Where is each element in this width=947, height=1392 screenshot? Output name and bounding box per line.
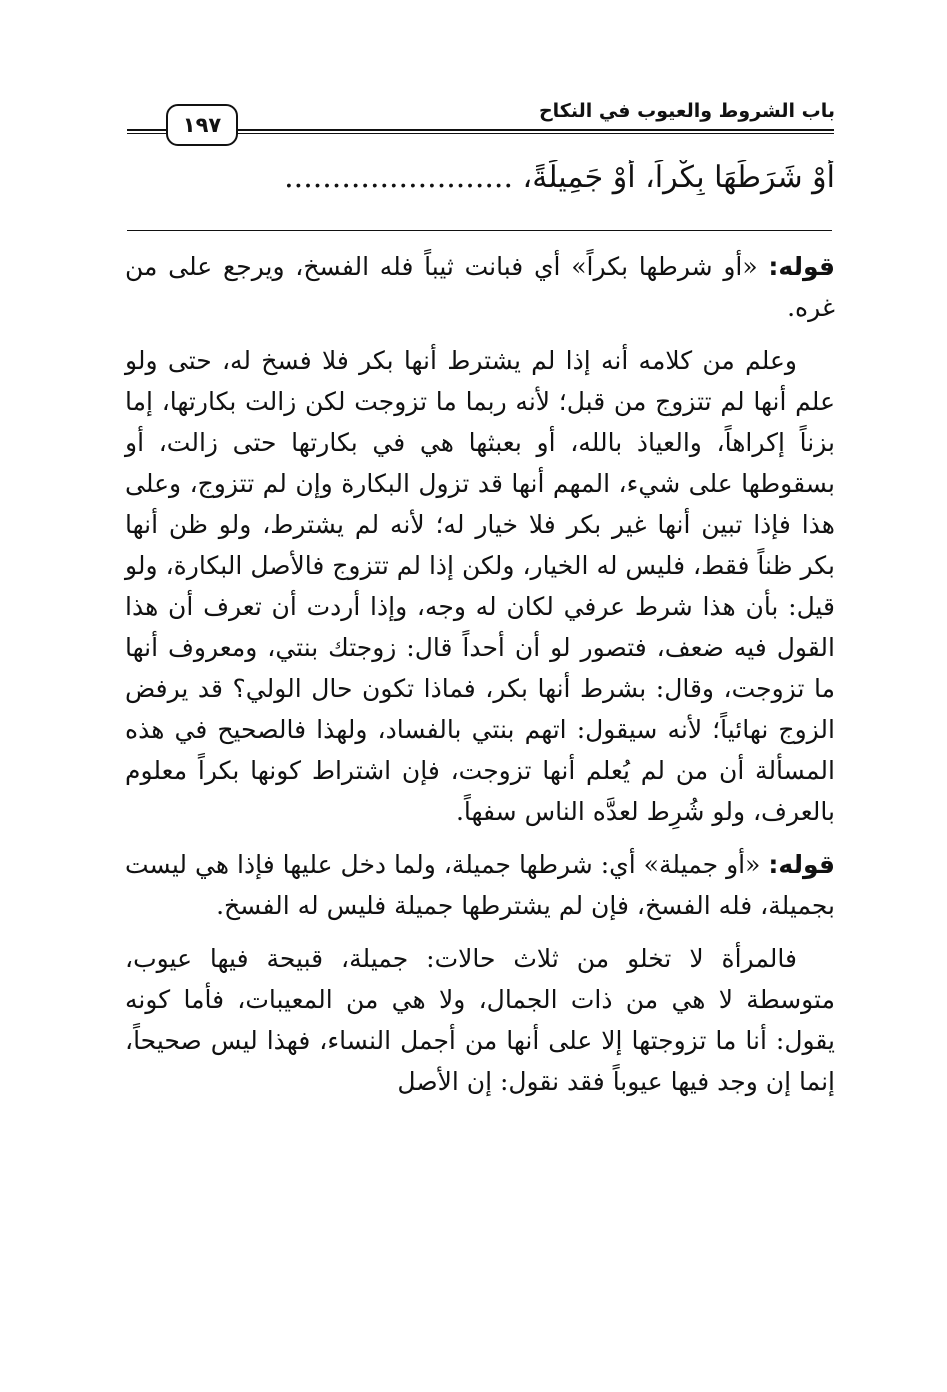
paragraph-text: «أو جميلة» أي: شرطها جميلة، ولما دخل عليها فإذا هي ليست بجميلة، فله الفسخ، فإن لم يشترطها جميلة فليس له الفسخ.: [125, 850, 835, 920]
matn-separator: [127, 230, 832, 231]
header-rule-left-thin: [127, 133, 167, 134]
matn-dots: ........................: [284, 160, 513, 195]
paragraph: [125, 938, 835, 1102]
header-rule: [234, 129, 834, 131]
page-number: ١٩٧: [166, 104, 238, 146]
commentary-body: [125, 246, 835, 1114]
paragraph-text: وعلم من كلامه أنه إذا لم يشترط أنها بكر فلا فسخ له، حتى ولو علم أنها لم تتزوج من قبل؛ لأنه ربما ما تزوجت لكن زالت بكارتها، إما بزناً إكراهاً، والعياذ بالله، أو بعبثها هي في بكارتها حتى زالت، أو بسقوطها على شيء، المهم أنها قد تزول البكارة وإن لم تتزوج، وعلى هذا فإذا تبين أنها غير بكر فلا خيار له؛ لأنه لم يشترط، ولو ظن أنها بكر ظناً فقط، فليس له الخيار، ولكن إذا لم تتزوج فالأصل البكارة، ولو قيل: بأن هذا شرط عرفي لكان له وجه، وإذا أردت أن تعرف أن هذا القول فيه ضعف، فتصور لو أن أحداً قال: زوجتك بنتي، ومعروف أنها ما تزوجت، وقال: بشرط أنها بكر، فماذا تكون حال الولي؟ قد يرفض الزوج نهائياً؛ لأنه سيقول: اتهم بنتي بالفساد، ولهذا فالصحيح في هذه المسألة أن من لم يُعلم أنها تزوجت، فإن اشتراط كونها بكراً معلوم بالعرف، ولو شُرِط لعدَّه الناس سفهاً.: [125, 346, 835, 826]
header-rule-thin: [234, 133, 834, 134]
paragraph-text: «أو شرطها بكراً» أي فبانت ثيباً فله الفسخ، ويرجع على من غره.: [125, 252, 835, 322]
chapter-title: باب الشروط والعيوب في النكاح: [538, 100, 835, 122]
paragraph: [125, 246, 835, 328]
matn-line: [125, 160, 835, 195]
paragraph: [125, 340, 835, 832]
paragraph: [125, 844, 835, 926]
matn-text: أَوْ شَرَطَهَا بِكْراً، أَوْ جَمِيلَةً،: [522, 160, 835, 195]
paragraph-lead: قوله:: [768, 252, 835, 281]
header-rule-left: [127, 129, 167, 131]
paragraph-lead: قوله:: [768, 850, 835, 879]
paragraph-text: فالمرأة لا تخلو من ثلاث حالات: جميلة، قبيحة فيها عيوب، متوسطة لا هي من ذات الجمال، ولا هي من المعيبات، فأما كونه يقول: أنا ما تزوجتها إلا على أنها من أجمل النساء، فهذا ليس صحيحاً، إنما إن وجد فيها عيوباً فقد نقول: إن الأصل: [125, 944, 835, 1096]
